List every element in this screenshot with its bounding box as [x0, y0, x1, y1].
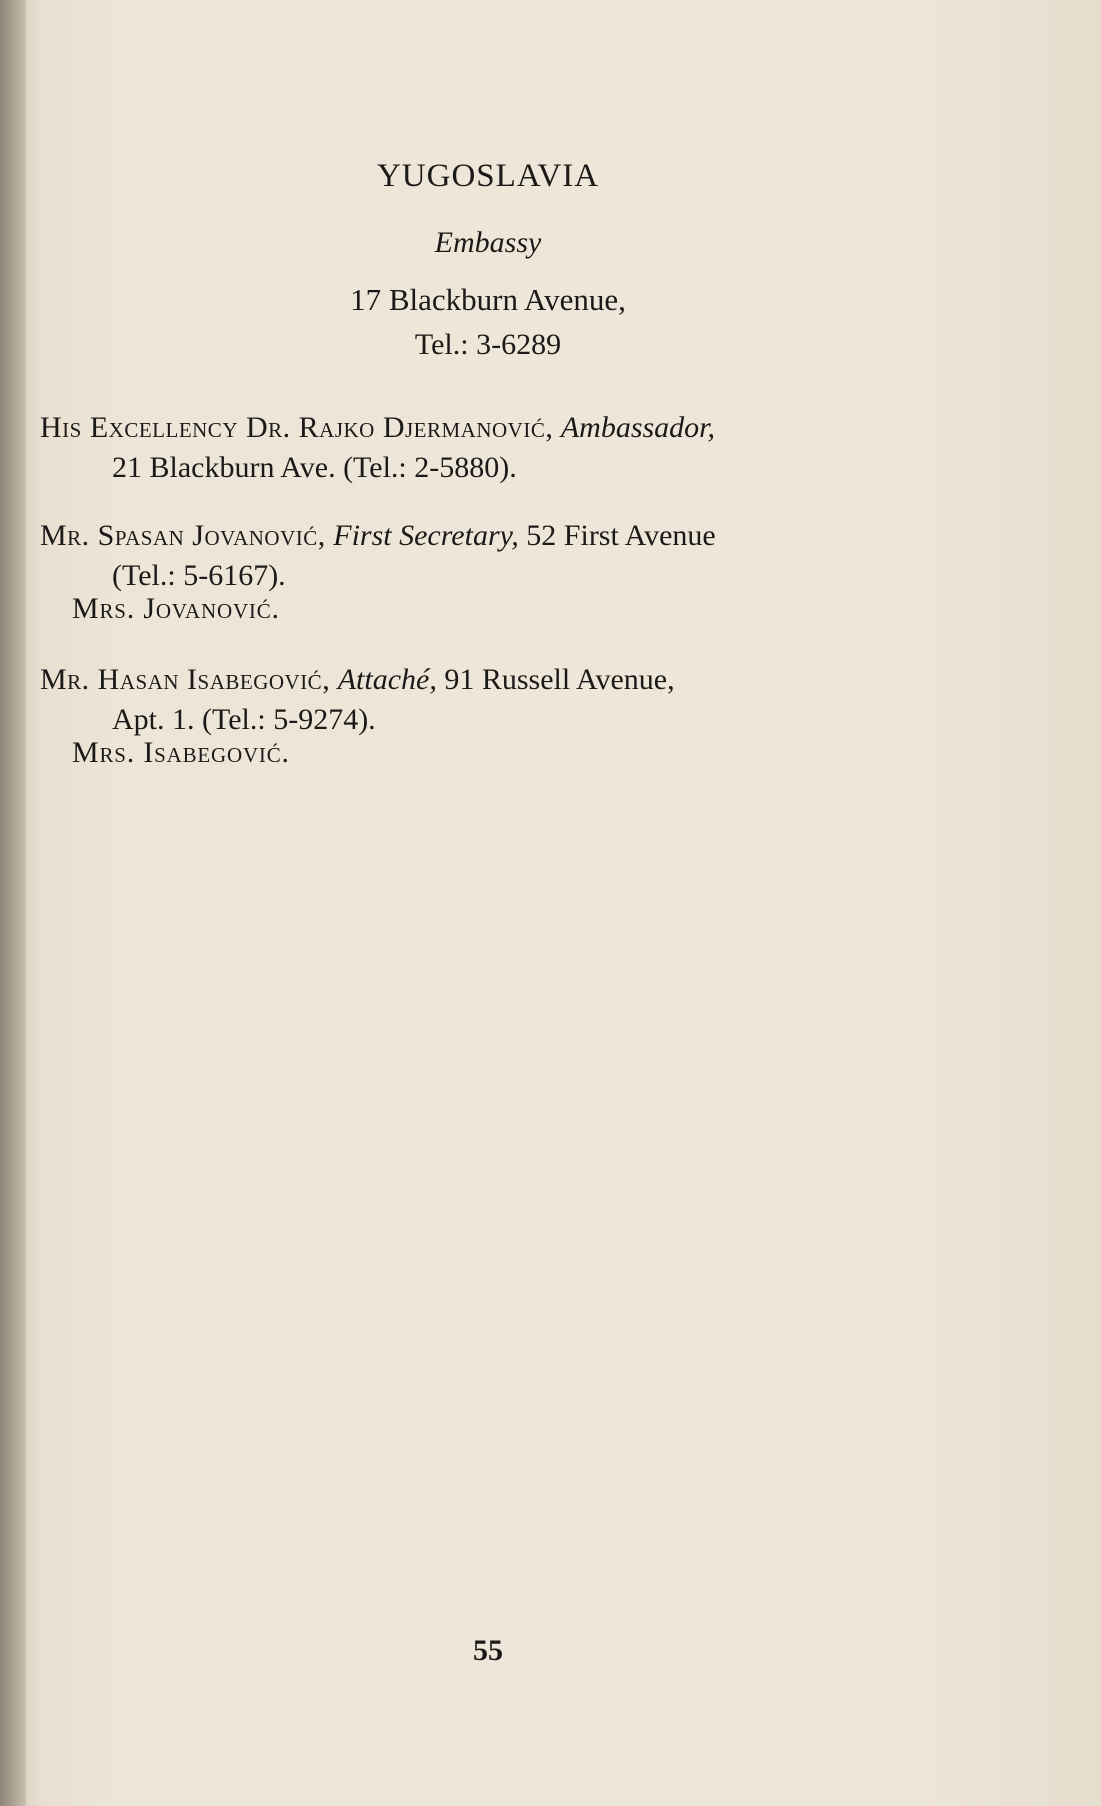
section-subtitle: Embassy	[434, 226, 542, 259]
entry-title: First Secretary,	[333, 519, 519, 552]
page-number: 55	[473, 1634, 503, 1667]
entry-continuation: Apt. 1. (Tel.: 5-9274).	[112, 703, 376, 736]
directory-entry-first-secretary	[40, 516, 950, 596]
entry-name: Mr. Hasan Isabegović,	[40, 663, 331, 696]
country-heading: YUGOSLAVIA	[376, 158, 600, 194]
entry-title: Ambassador,	[560, 411, 716, 444]
embassy-telephone: Tel.: 3-6289	[414, 328, 562, 361]
directory-entry-attache	[40, 660, 950, 740]
entry-name: Mr. Spasan Jovanović,	[40, 519, 326, 552]
entry-continuation: (Tel.: 5-6167).	[112, 559, 286, 592]
entry-title: Attaché,	[337, 663, 437, 696]
entry-name: His Excellency Dr. Rajko Djermanović,	[40, 411, 554, 444]
spouse-entry: Mrs. Jovanović.	[72, 592, 280, 625]
entry-address: 91 Russell Avenue,	[444, 663, 675, 696]
embassy-address: 17 Blackburn Avenue,	[350, 282, 626, 317]
directory-entry-ambassador	[40, 408, 950, 488]
entry-address: 52 First Avenue	[526, 519, 716, 552]
spouse-entry: Mrs. Isabegović.	[72, 736, 290, 769]
book-spine	[0, 0, 26, 1806]
entry-continuation: 21 Blackburn Ave. (Tel.: 2-5880).	[112, 451, 517, 484]
